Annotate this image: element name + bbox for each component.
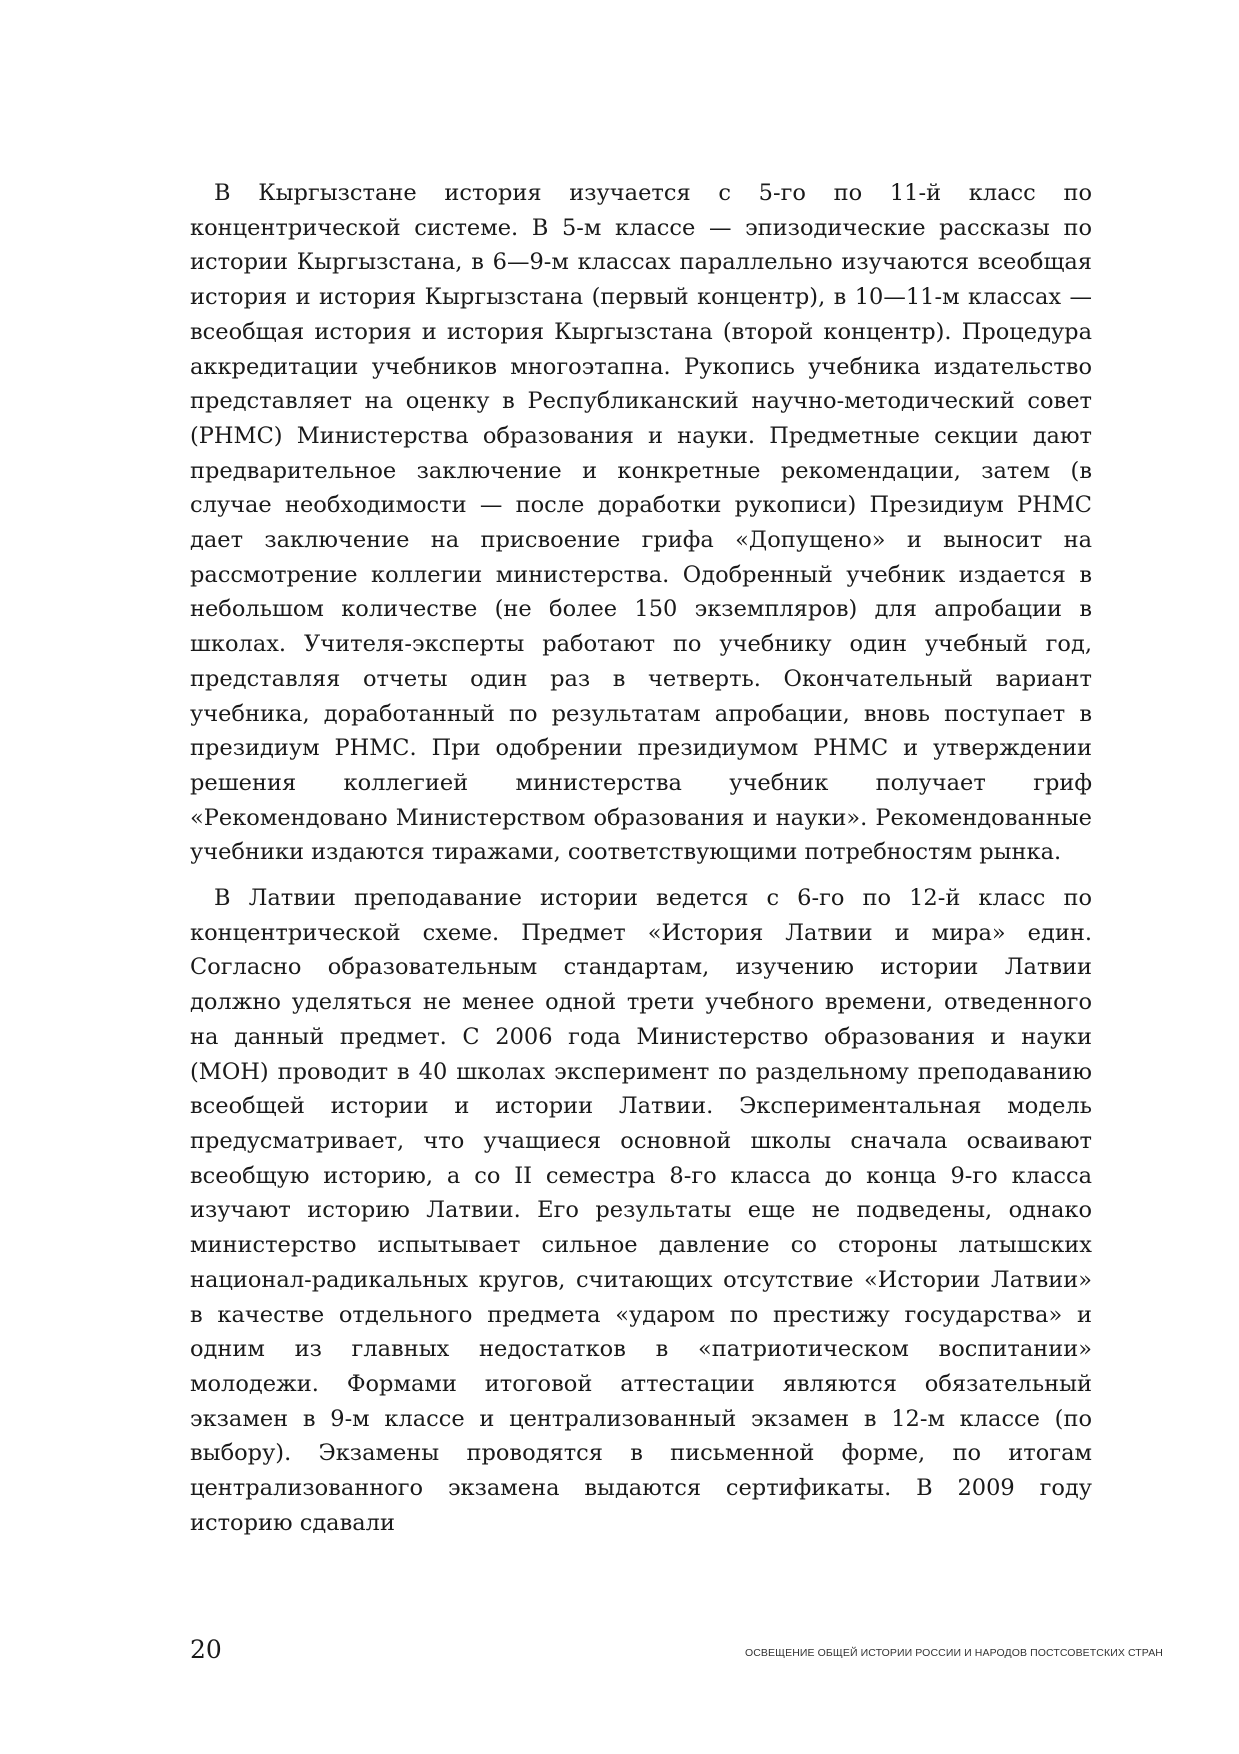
page-number: 20 (190, 1635, 222, 1664)
running-footer-title: ОСВЕЩЕНИЕ ОБЩЕЙ ИСТОРИИ РОССИИ И НАРОДОВ ПОСТСОВЕТСКИХ СТРАН (744, 1647, 1163, 1659)
page-body (190, 176, 1092, 1551)
paragraph-latvia: В Латвии преподавание истории ведется с 6-го по 12-й класс по концентрической схеме. Предмет «История Латвии и мира» един. Согласно образовательным стандартам, изучению истории Латвии должно уделяться не менее одной трети учебного времени, отведенного на данный предмет. С 2006 года Министерство образования и науки (МОН) проводит в 40 школах эксперимент по раздельному преподаванию всеобщей истории и истории Латвии. Экспериментальная модель предусматривает, что учащиеся основной школы сначала осваивают всеобщую историю, а со II семестра 8-го класса до конца 9-го класса изучают историю Латвии. Его результаты еще не подведены, однако министерство испытывает сильное давление со стороны латышских национал-радикальных кругов, считающих отсутствие «Истории Латвии» в качестве отдельного предмета «ударом по престижу государства» и одним из главных недостатков в «патриотическом воспитании» молодежи. Формами итоговой аттестации являются обязательный экзамен в 9-м классе и централизованный экзамен в 12-м классе (по выбору). Экзамены проводятся в письменной форме, по итогам централизованного экзамена выдаются сертификаты. В 2009 году историю сдавали (190, 885, 1092, 1536)
paragraph-kyrgyzstan: В Кыргызстане история изучается с 5-го по 11-й класс по концентрической системе. В 5-м классе — эпизодические рассказы по истории Кыргызстана, в 6—9-м классах параллельно изучаются всеобщая история и история Кыргызстана (первый концентр), в 10—11-м классах — всеобщая история и история Кыргызстана (второй концентр). Процедура аккредитации учебников многоэтапна. Рукопись учебника издательство представляет на оценку в Республиканский научно-методический совет (РНМС) Министерства образования и науки. Предметные секции дают предварительное заключение и конкретные рекомендации, затем (в случае необходимости — после доработки рукописи) Президиум РНМС дает заключение на присвоение грифа «Допущено» и выносит на рассмотрение коллегии министерства. Одобренный учебник издается в небольшом количестве (не более 150 экземпляров) для апробации в школах. Учителя-эксперты работают по учебнику один учебный год, представляя отчеты один раз в четверть. Окончательный вариант учебника, доработанный по результатам апробации, вновь поступает в президиум РНМС. При одобрении президиумом РНМС и утверждении решения коллегией министерства учебник получает гриф «Рекомендовано Министерством образования и науки». Рекомендованные учебники издаются тиражами, соответствующими потребностям рынка. (190, 180, 1092, 866)
